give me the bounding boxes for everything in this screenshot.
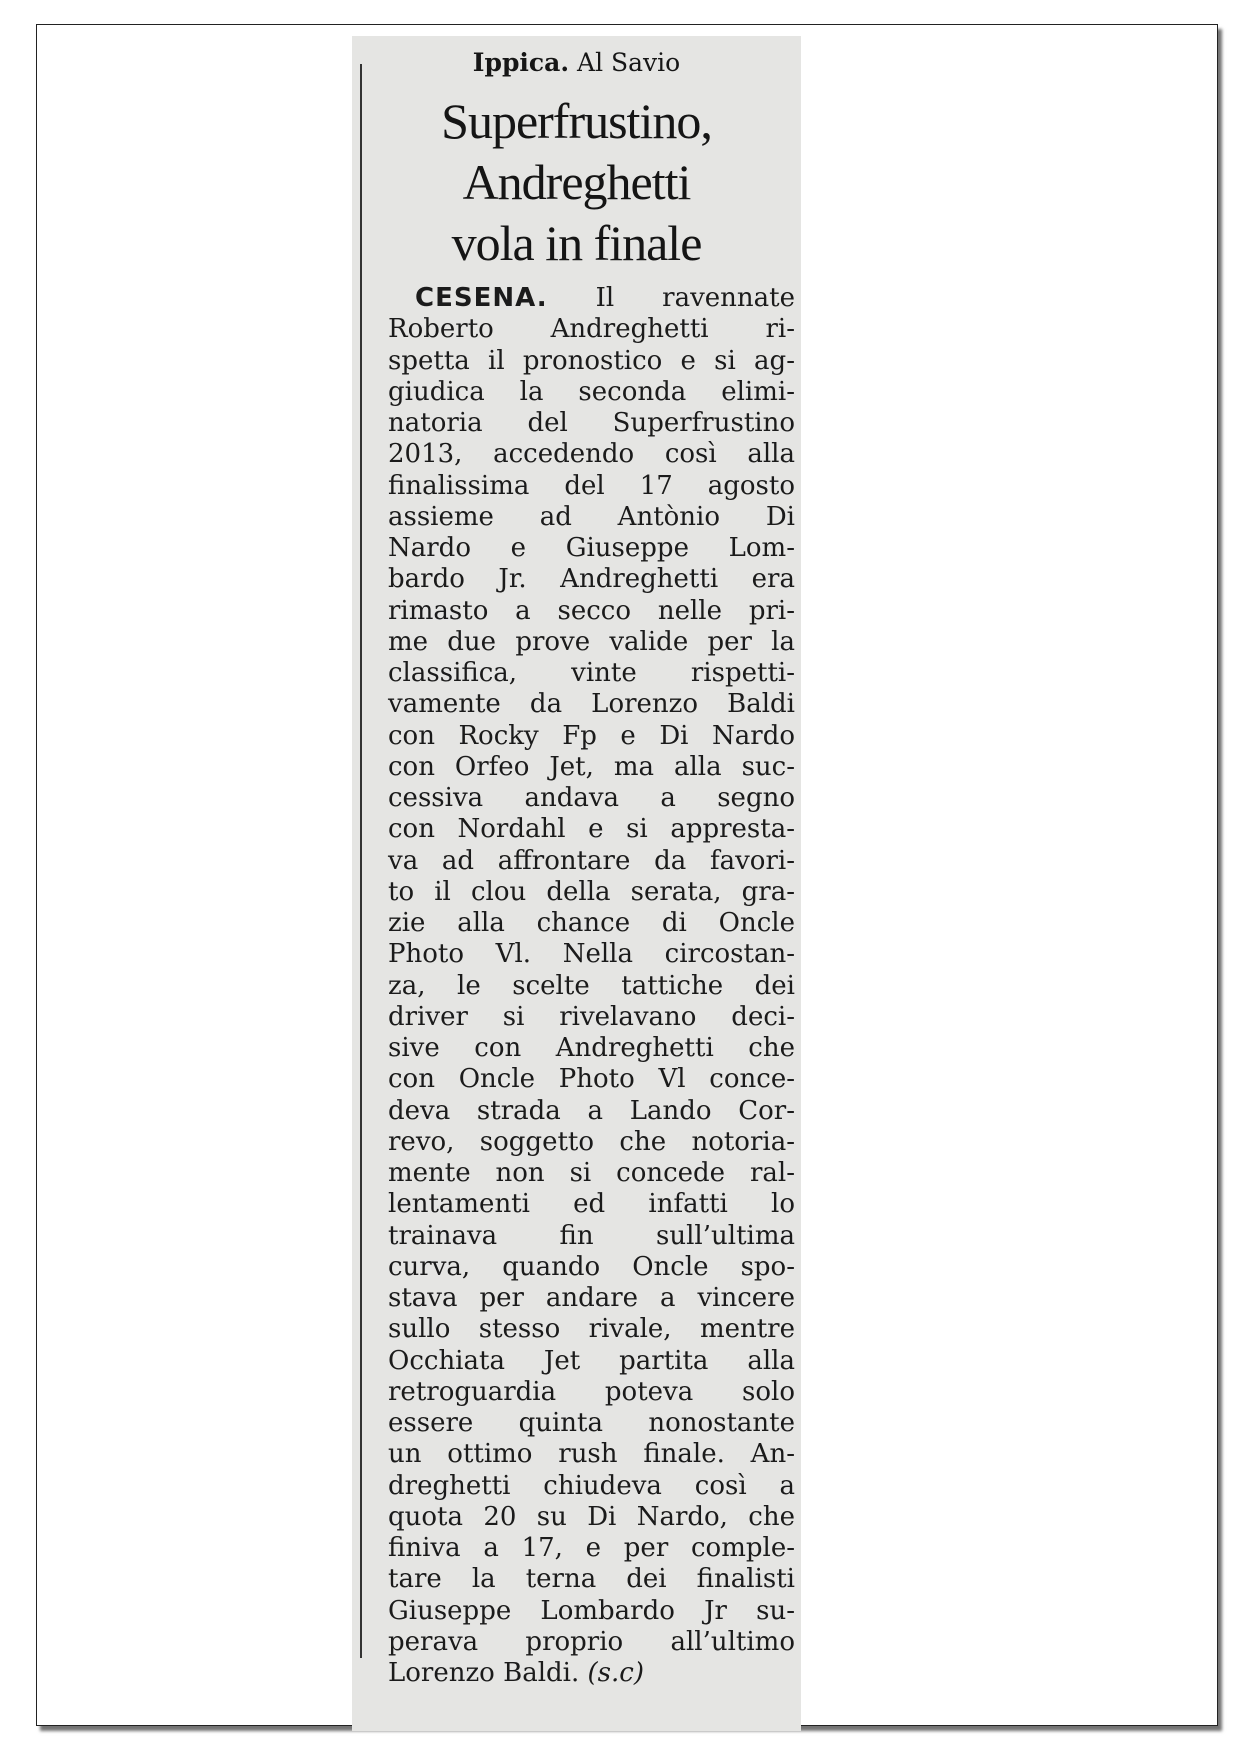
body-line: dreghetti chiudeva così a [388, 1470, 795, 1501]
body-line: 2013, accedendo così alla [388, 439, 795, 470]
article-body [388, 283, 795, 1689]
body-line: va ad affrontare da favori- [388, 845, 795, 876]
body-line: bardo Jr. Andreghetti era [388, 564, 795, 595]
body-line: Giuseppe Lombardo Jr su- [388, 1595, 795, 1626]
body-line: finiva a 17, e per comple- [388, 1533, 795, 1563]
body-line: zie alla chance di Oncle [388, 908, 795, 938]
body-line: deva strada a Lando Cor- [388, 1095, 795, 1126]
headline-line: Superfrustino, [441, 93, 712, 149]
kicker [352, 48, 801, 77]
body-line: stava per andare a vincere [388, 1283, 795, 1313]
body-line: to il clou della serata, gra- [388, 876, 795, 907]
body-line: curva, quando Oncle spo- [388, 1251, 795, 1282]
body-line: finalissima del 17 agosto [388, 470, 795, 501]
body-line: natoria del Superfrustino [388, 408, 795, 438]
body-line: Lorenzo Baldi. (s.c) [388, 1658, 644, 1688]
body-line: mente non si concede ral- [388, 1158, 795, 1188]
headline-line: Andreghetti [462, 154, 691, 210]
body-line: trainava fin sull’ultima [388, 1220, 795, 1251]
body-line: con Oncle Photo Vl conce- [388, 1064, 795, 1095]
body-line: cessiva andava a segno [388, 783, 795, 813]
body-line: sive con Andreghetti che [388, 1033, 795, 1063]
body-line: quota 20 su Di Nardo, che [388, 1501, 795, 1532]
headline [352, 91, 801, 274]
body-line: Nardo e Giuseppe Lom- [388, 533, 795, 563]
body-line: vamente da Lorenzo Baldi [388, 689, 795, 720]
body-line: driver si rivelavano deci- [388, 1001, 795, 1032]
author-signature: (s.c) [587, 1658, 644, 1688]
body-line: essere quinta nonostante [388, 1408, 795, 1438]
body-line: sullo stesso rivale, mentre [388, 1314, 795, 1345]
body-line: con Orfeo Jet, ma alla suc- [388, 751, 795, 782]
body-line: un ottimo rush finale. An- [388, 1439, 795, 1470]
body-line: Roberto Andreghetti ri- [388, 314, 795, 345]
body-line: CESENA. Il ravennate [415, 283, 795, 313]
dateline: CESENA. [415, 283, 548, 313]
kicker-place: Al Savio [577, 48, 681, 77]
body-line: assieme ad Antònio Di [388, 501, 795, 532]
body-line: tare la terna dei finalisti [388, 1564, 795, 1595]
newspaper-clipping [352, 36, 801, 1731]
body-line: lentamenti ed infatti lo [388, 1189, 795, 1220]
body-line: Photo Vl. Nella circostan- [388, 939, 795, 970]
body-line: revo, soggetto che notoria- [388, 1126, 795, 1157]
page-frame [36, 24, 1218, 1726]
column-rule [360, 64, 362, 1658]
body-line: za, le scelte tattiche dei [388, 970, 795, 1001]
body-line: me due prove valide per la [388, 626, 795, 657]
body-line: classifica, vinte rispetti- [388, 658, 795, 688]
body-line: rimasto a secco nelle pri- [388, 595, 795, 626]
body-line: perava proprio all’ultimo [388, 1626, 795, 1657]
body-line: con Rocky Fp e Di Nardo [388, 720, 795, 751]
body-line: con Nordahl e si appresta- [388, 814, 795, 845]
body-line: giudica la seconda elimi- [388, 376, 795, 407]
body-line: Occhiata Jet partita alla [388, 1345, 795, 1376]
headline-line: vola in finale [451, 215, 702, 271]
body-line: retroguardia poteva solo [388, 1376, 795, 1407]
kicker-section: Ippica. [472, 48, 570, 77]
body-line: spetta il pronostico e si ag- [388, 345, 795, 376]
